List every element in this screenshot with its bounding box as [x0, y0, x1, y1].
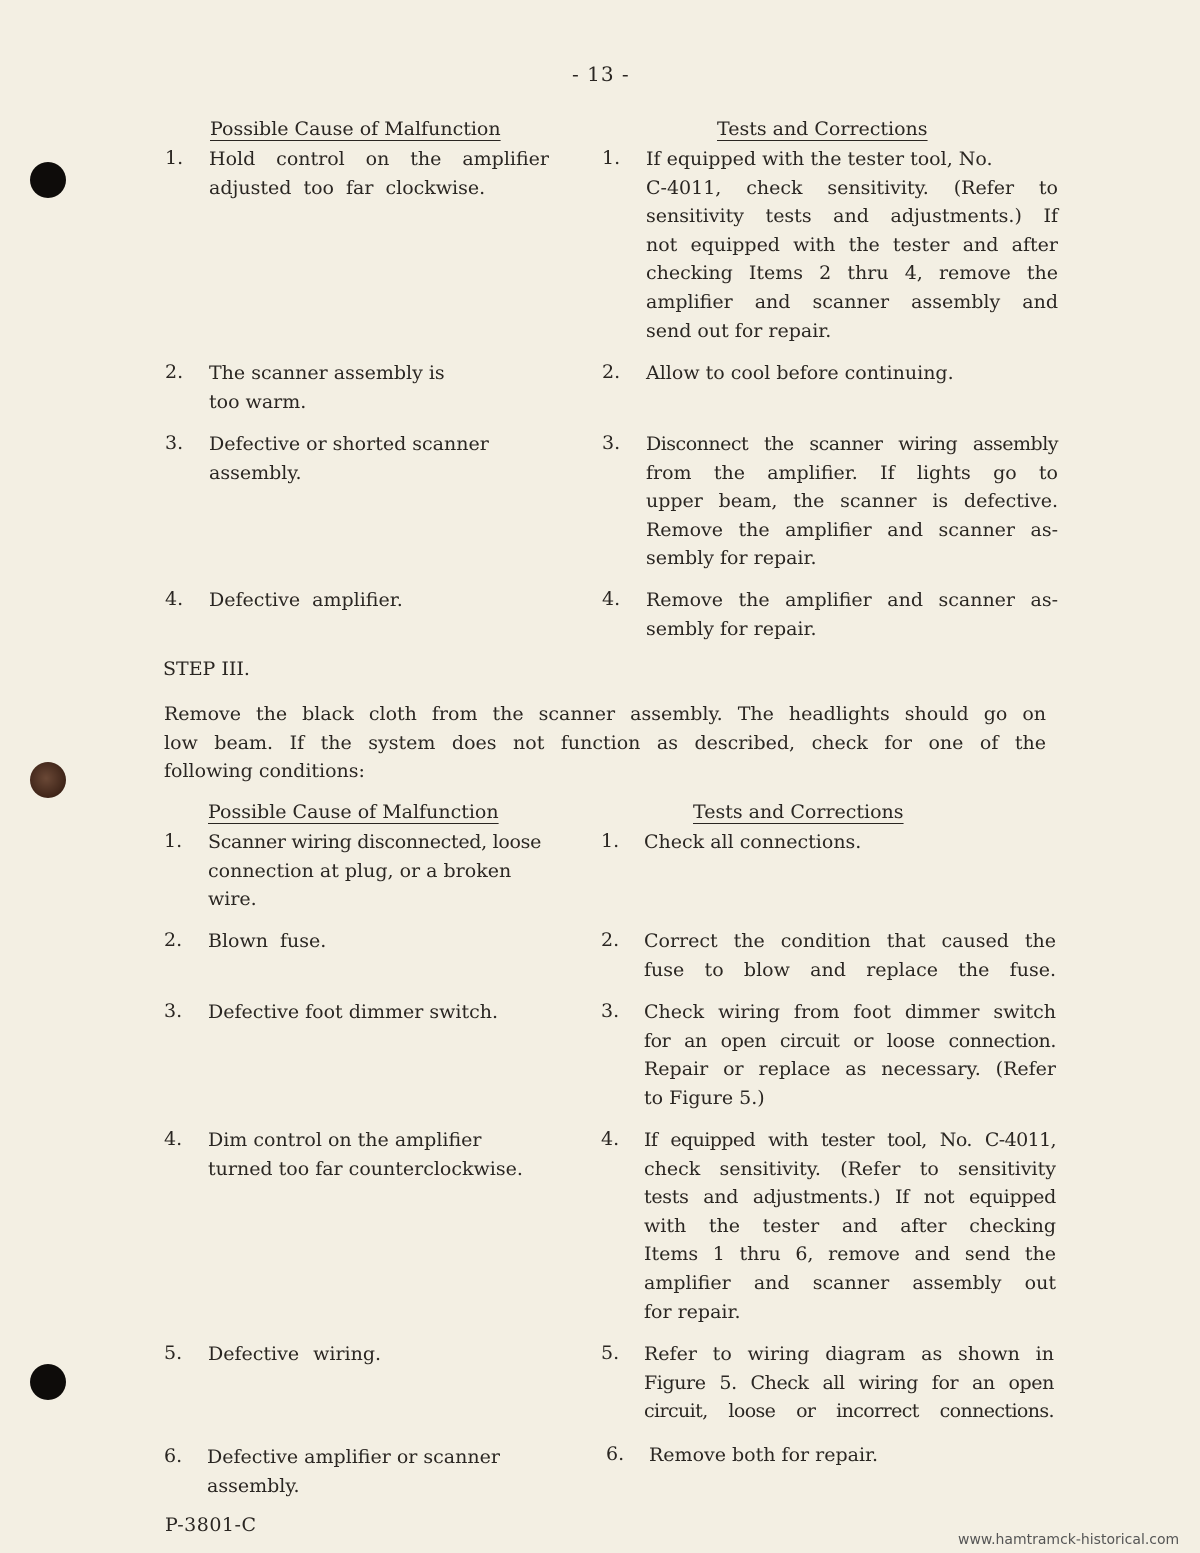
- test-number: 5.: [601, 1342, 620, 1364]
- text-line: low beam. If the system does not function as described, check for one of the: [164, 731, 1046, 754]
- binder-hole: [30, 762, 66, 798]
- text-line: upper beam, the scanner is defective.: [646, 490, 1058, 513]
- text-line: wire.: [208, 888, 257, 911]
- cause-number: 6.: [164, 1445, 183, 1467]
- text-line: assembly.: [207, 1474, 300, 1497]
- cause-number: 3.: [165, 432, 184, 454]
- cause-number: 2.: [164, 929, 183, 951]
- text-line: for an open circuit or loose connection.: [644, 1029, 1056, 1052]
- text-line: Defective foot dimmer switch.: [208, 1001, 498, 1023]
- text-line: Check all connections.: [644, 831, 862, 853]
- cause-text: [208, 998, 580, 1027]
- cause-text: [209, 145, 549, 202]
- text-line: Defective amplifier.: [209, 589, 403, 611]
- test-text: [646, 586, 1058, 643]
- text-line: checking Items 2 thru 4, remove the: [646, 262, 1058, 285]
- text-line: with the tester and after checking: [644, 1214, 1056, 1237]
- cause-number: 2.: [165, 361, 184, 383]
- test-number: 2.: [601, 929, 620, 951]
- test-text: [644, 1126, 1056, 1326]
- text-line: Remove the amplifier and scanner as-: [646, 518, 1058, 541]
- cause-text: [209, 359, 549, 416]
- cause-text: [207, 1443, 579, 1500]
- text-line: sembly for repair.: [646, 547, 817, 570]
- text-line: If equipped with tester tool, No. C-4011,: [644, 1129, 1056, 1151]
- step-paragraph: [164, 700, 1046, 786]
- header-tests-corrections: Tests and Corrections: [693, 801, 904, 823]
- test-number: 4.: [602, 588, 621, 610]
- text-line: Allow to cool before continuing.: [646, 362, 954, 384]
- text-line: Refer to wiring diagram as shown in: [644, 1343, 1054, 1365]
- cause-number: 5.: [164, 1342, 183, 1364]
- text-line: Repair or replace as necessary. (Refer: [644, 1058, 1056, 1081]
- text-line: Figure 5. Check all wiring for an open: [644, 1371, 1054, 1394]
- text-line: not equipped with the tester and after: [646, 233, 1058, 256]
- test-number: 2.: [602, 361, 621, 383]
- text-line: adjusted too far clockwise.: [209, 176, 486, 199]
- test-text: [649, 1441, 1059, 1470]
- text-line: circuit, loose or incorrect connections.: [644, 1400, 1054, 1423]
- text-line: Defective wiring.: [208, 1343, 382, 1365]
- page-number: - 13 -: [572, 62, 630, 86]
- text-line: from the amplifier. If lights go to: [646, 461, 1058, 484]
- test-text: [644, 998, 1056, 1112]
- text-line: assembly.: [209, 461, 302, 484]
- text-line: Defective amplifier or scanner: [207, 1446, 500, 1468]
- cause-number: 1.: [165, 147, 184, 169]
- cause-number: 1.: [164, 830, 183, 852]
- test-number: 3.: [602, 432, 621, 454]
- binder-hole: [30, 162, 66, 198]
- text-line: tests and adjustments.) If not equipped: [644, 1186, 1056, 1209]
- text-line: Check wiring from foot dimmer switch: [644, 1001, 1056, 1023]
- text-line: Hold control on the amplifier: [209, 148, 549, 170]
- text-line: Defective or shorted scanner: [209, 433, 489, 455]
- cause-number: 3.: [164, 1000, 183, 1022]
- text-line: The scanner assembly is: [209, 362, 445, 384]
- cause-number: 4.: [165, 588, 184, 610]
- text-line: for repair.: [644, 1300, 741, 1323]
- header-tests-corrections: Tests and Corrections: [717, 118, 928, 140]
- test-number: 1.: [601, 830, 620, 852]
- document-code: P-3801-C: [165, 1514, 257, 1536]
- text-line: Scanner wiring disconnected, loose: [208, 831, 542, 853]
- test-number: 1.: [602, 147, 621, 169]
- text-line: Items 1 thru 6, remove and send the: [644, 1243, 1056, 1266]
- text-line: Remove the amplifier and scanner as-: [646, 589, 1058, 611]
- text-line: Dim control on the amplifier: [208, 1129, 482, 1151]
- text-line: too warm.: [209, 390, 307, 413]
- test-text: [644, 828, 1056, 857]
- cause-text: [208, 1340, 580, 1369]
- cause-text: [208, 828, 580, 914]
- cause-text: [208, 1126, 580, 1183]
- text-line: check sensitivity. (Refer to sensitivity: [644, 1157, 1056, 1180]
- text-line: fuse to blow and replace the fuse.: [644, 958, 1056, 981]
- test-text: [644, 1340, 1054, 1426]
- test-text: [646, 359, 1058, 388]
- test-text: [646, 145, 1058, 345]
- text-line: Remove the black cloth from the scanner assembly. The headlights should go on: [164, 703, 1046, 725]
- text-line: Correct the condition that caused the: [644, 930, 1056, 952]
- text-line: connection at plug, or a broken: [208, 859, 512, 882]
- test-text: [646, 430, 1058, 573]
- cause-text: [209, 430, 549, 487]
- cause-text: [209, 586, 549, 615]
- text-line: turned too far counterclockwise.: [208, 1157, 523, 1180]
- text-line: to Figure 5.): [644, 1086, 765, 1109]
- test-text: [644, 927, 1056, 984]
- text-line: following conditions:: [164, 760, 365, 783]
- text-line: Remove both for repair.: [649, 1444, 879, 1466]
- text-line: sensitivity tests and adjustments.) If: [646, 205, 1058, 228]
- test-number: 3.: [601, 1000, 620, 1022]
- binder-hole: [30, 1364, 66, 1400]
- cause-number: 4.: [164, 1128, 183, 1150]
- test-number: 4.: [601, 1128, 620, 1150]
- text-line: C-4011, check sensitivity. (Refer to: [646, 176, 1058, 199]
- header-possible-cause: Possible Cause of Malfunction: [210, 118, 501, 140]
- step-heading: STEP III.: [163, 658, 250, 680]
- text-line: Blown fuse.: [208, 930, 327, 952]
- text-line: sembly for repair.: [646, 617, 817, 640]
- text-line: If equipped with the tester tool, No.: [646, 148, 993, 170]
- cause-text: [208, 927, 580, 956]
- text-line: send out for repair.: [646, 319, 832, 342]
- watermark-url: www.hamtramck-historical.com: [958, 1532, 1180, 1548]
- text-line: amplifier and scanner assembly and: [646, 290, 1058, 313]
- test-number: 6.: [606, 1443, 625, 1465]
- header-possible-cause: Possible Cause of Malfunction: [208, 801, 499, 823]
- text-line: amplifier and scanner assembly out: [644, 1271, 1056, 1294]
- text-line: Disconnect the scanner wiring assembly: [646, 433, 1058, 455]
